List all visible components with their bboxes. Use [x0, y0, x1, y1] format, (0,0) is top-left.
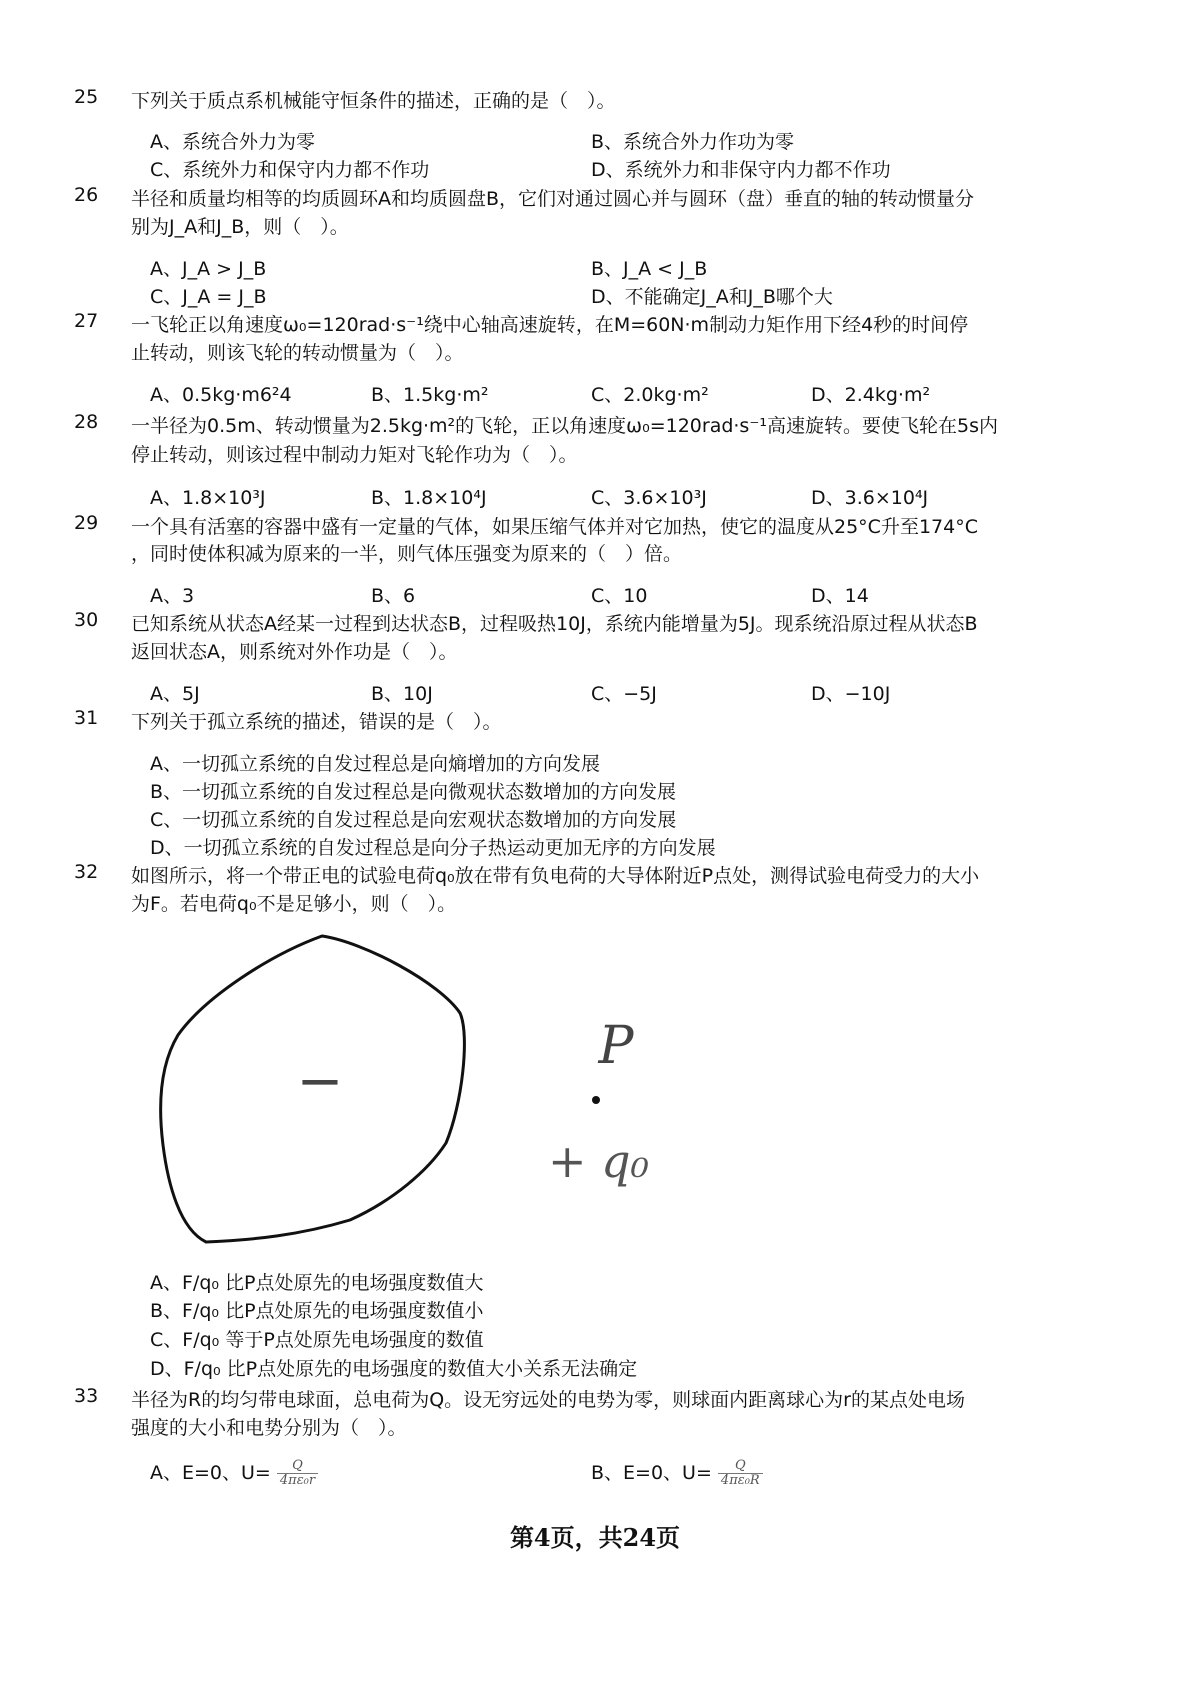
q33-option-a[interactable] [150, 1458, 318, 1488]
q28-option-a[interactable]: A、1.8×10³J [150, 487, 266, 509]
q32-option-b[interactable]: B、F/q₀ 比P点处原先的电场强度数值小 [150, 1300, 484, 1322]
q33-option-b-text: B、E=0、U= [591, 1462, 712, 1484]
q26-option-b[interactable]: B、J_A < J_B [591, 258, 708, 280]
q25-option-b[interactable]: B、系统合外力作功为零 [591, 131, 795, 153]
question-32-number: 32 [74, 861, 99, 883]
q29-option-d[interactable]: D、14 [811, 585, 869, 607]
q28-option-d[interactable]: D、3.6×10⁴J [811, 487, 929, 509]
q30-option-d[interactable]: D、−10J [811, 683, 891, 705]
q33-b-numerator: Q [718, 1459, 763, 1474]
q29-option-a[interactable]: A、3 [150, 585, 195, 607]
q25-option-a[interactable]: A、系统合外力为零 [150, 131, 315, 153]
question-30-number: 30 [74, 609, 99, 631]
q26-option-a[interactable]: A、J_A > J_B [150, 258, 267, 280]
q33-a-numerator: Q [277, 1459, 318, 1474]
question-30-stem-line2: 返回状态A，则系统对外作功是（ ）。 [131, 641, 458, 663]
q31-option-d[interactable]: D、一切孤立系统的自发过程总是向分子热运动更加无序的方向发展 [150, 837, 716, 859]
question-28-number: 28 [74, 411, 99, 433]
question-33-stem-line2: 强度的大小和电势分别为（ ）。 [131, 1417, 407, 1439]
question-30-stem-line1: 已知系统从状态A经某一过程到达状态B，过程吸热10J，系统内能增量为5J。现系统沿原过程从状态B [131, 613, 978, 635]
q30-option-c[interactable]: C、−5J [591, 683, 657, 705]
q28-option-c[interactable]: C、3.6×10³J [591, 487, 707, 509]
q31-option-a[interactable]: A、一切孤立系统的自发过程总是向熵增加的方向发展 [150, 753, 600, 775]
q33-option-a-fraction [277, 1459, 318, 1488]
question-29-number: 29 [74, 512, 99, 534]
test-charge-label: + q₀ [548, 1134, 650, 1188]
question-26-stem-line2: 别为J_A和J_B，则（ ）。 [131, 216, 349, 238]
q32-option-a[interactable]: A、F/q₀ 比P点处原先的电场强度数值大 [150, 1272, 484, 1294]
q27-option-d[interactable]: D、2.4kg·m² [811, 384, 931, 406]
question-29-stem-line1: 一个具有活塞的容器中盛有一定量的气体，如果压缩气体并对它加热，使它的温度从25°C升至174°C [131, 516, 978, 538]
question-31-number: 31 [74, 707, 99, 729]
question-29-stem-line2: ，同时使体积减为原来的一半，则气体压强变为原来的（ ）倍。 [131, 543, 683, 565]
question-26-stem-line1: 半径和质量均相等的均质圆环A和均质圆盘B，它们对通过圆心并与圆环（盘）垂直的轴的转动惯量分 [131, 188, 975, 210]
q33-option-b[interactable] [591, 1458, 763, 1488]
conductor-figure [150, 925, 670, 1255]
q25-option-c[interactable]: C、系统外力和保守内力都不作功 [150, 159, 430, 181]
q30-option-a[interactable]: A、5J [150, 683, 200, 705]
question-32-stem-line2: 为F。若电荷q₀不是足够小，则（ ）。 [131, 893, 457, 915]
question-33-number: 33 [74, 1385, 99, 1407]
question-31-stem: 下列关于孤立系统的描述，错误的是（ ）。 [131, 711, 502, 733]
q29-option-b[interactable]: B、6 [371, 585, 416, 607]
question-25-number: 25 [74, 86, 99, 108]
q27-option-b[interactable]: B、1.5kg·m² [371, 384, 489, 406]
negative-charge-sign: − [296, 1049, 344, 1114]
question-28-stem-line2: 停止转动，则该过程中制动力矩对飞轮作功为（ ）。 [131, 444, 578, 466]
q33-a-denominator: 4πε₀r [279, 1473, 316, 1488]
q25-option-d[interactable]: D、系统外力和非保守内力都不作功 [591, 159, 891, 181]
q26-option-d[interactable]: D、不能确定J_A和J_B哪个大 [591, 286, 833, 308]
q29-option-c[interactable]: C、10 [591, 585, 648, 607]
question-27-stem-line1: 一飞轮正以角速度ω₀=120rad·s⁻¹绕中心轴高速旋转，在M=60N·m制动力矩作用下经4秒的时间停 [131, 314, 969, 336]
q32-option-c[interactable]: C、F/q₀ 等于P点处原先电场强度的数值 [150, 1329, 484, 1351]
q33-option-a-text: A、E=0、U= [150, 1462, 271, 1484]
q27-option-a[interactable]: A、0.5kg·m6²4 [150, 384, 292, 406]
q33-b-denominator: 4πε₀R [720, 1473, 760, 1488]
q33-option-b-fraction [718, 1459, 763, 1488]
point-p-label: P [598, 1016, 634, 1076]
question-27-stem-line2: 止转动，则该飞轮的转动惯量为（ ）。 [131, 342, 464, 364]
question-28-stem-line1: 一半径为0.5m、转动惯量为2.5kg·m²的飞轮，正以角速度ω₀=120rad·s⁻¹高速旋转。要使飞轮在5s内 [131, 415, 998, 437]
q27-option-c[interactable]: C、2.0kg·m² [591, 384, 709, 406]
point-p-dot [592, 1096, 600, 1104]
question-32-stem-line1: 如图所示，将一个带正电的试验电荷q₀放在带有负电荷的大导体附近P点处，测得试验电荷受力的大小 [131, 865, 980, 887]
question-27-number: 27 [74, 310, 99, 332]
q31-option-c[interactable]: C、一切孤立系统的自发过程总是向宏观状态数增加的方向发展 [150, 809, 677, 831]
q28-option-b[interactable]: B、1.8×10⁴J [371, 487, 487, 509]
page-footer: 第4页，共24页 [509, 1523, 681, 1552]
q30-option-b[interactable]: B、10J [371, 683, 433, 705]
question-26-number: 26 [74, 184, 99, 206]
q31-option-b[interactable]: B、一切孤立系统的自发过程总是向微观状态数增加的方向发展 [150, 781, 677, 803]
q26-option-c[interactable]: C、J_A = J_B [150, 286, 267, 308]
question-33-stem-line1: 半径为R的均匀带电球面，总电荷为Q。设无穷远处的电势为零，则球面内距离球心为r的某点处电场 [131, 1389, 965, 1411]
question-25-stem: 下列关于质点系机械能守恒条件的描述，正确的是（ ）。 [131, 90, 616, 112]
q32-option-d[interactable]: D、F/q₀ 比P点处原先的电场强度的数值大小关系无法确定 [150, 1358, 638, 1380]
